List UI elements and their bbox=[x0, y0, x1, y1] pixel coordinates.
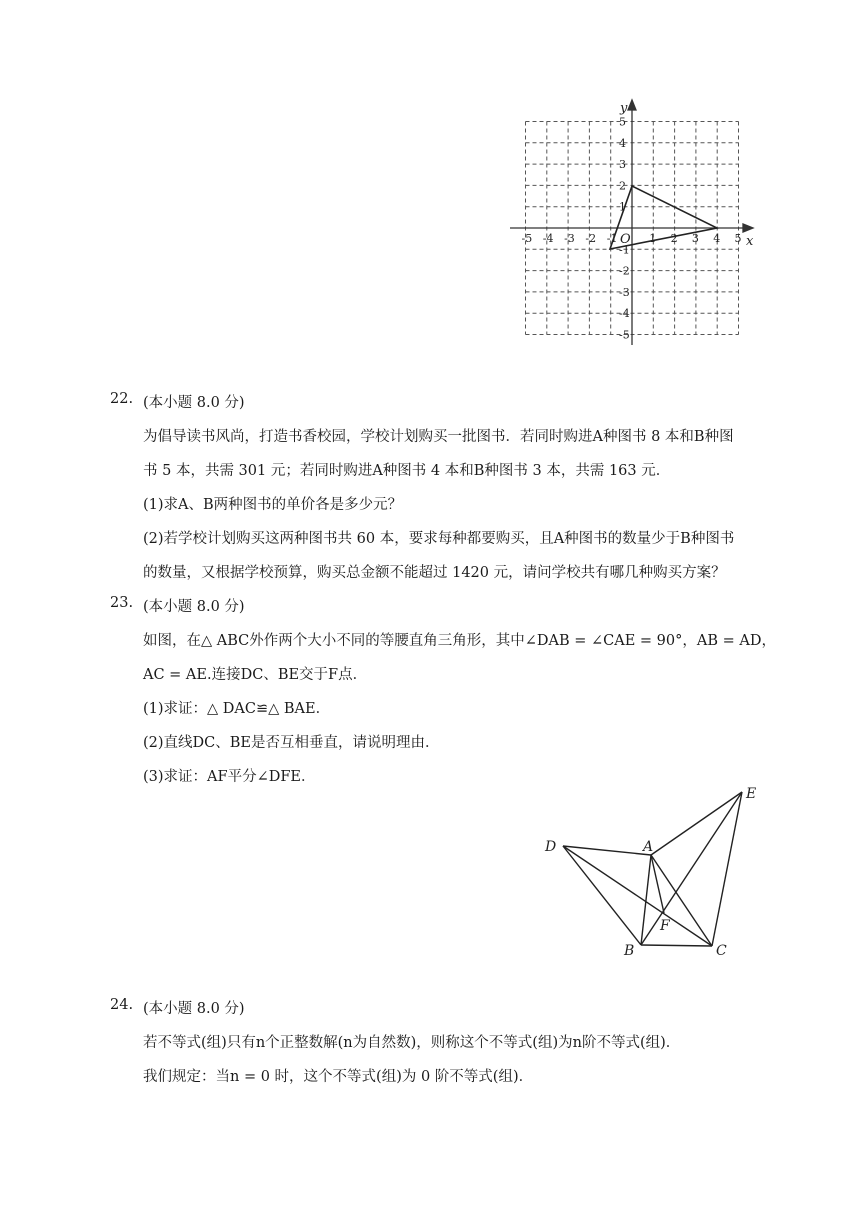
point-label-a: A bbox=[643, 839, 654, 855]
point-label-b: B bbox=[624, 943, 635, 959]
x-axis-label: x bbox=[746, 234, 754, 249]
y-tick-label: 4 bbox=[619, 136, 626, 150]
question-number: 24. bbox=[110, 997, 134, 1013]
point-label-f: F bbox=[660, 918, 670, 934]
y-tick-label: -4 bbox=[619, 307, 630, 321]
x-axis-arrow bbox=[743, 224, 753, 232]
y-tick-label: -3 bbox=[619, 285, 630, 299]
y-tick-label: 5 bbox=[619, 115, 626, 129]
question-number: 22. bbox=[110, 391, 134, 407]
x-tick-label: -1 bbox=[606, 232, 618, 245]
y-tick-label: -5 bbox=[619, 328, 630, 342]
question-part-2: (2)直线DC、BE是否互相垂直，请说明理由． bbox=[143, 735, 440, 751]
point-label-e: E bbox=[746, 786, 757, 802]
question-text-line: 书 5 本，共需 301 元；若同时购进A种图书 4 本和B种图书 3 本，共需 163 元． bbox=[143, 463, 671, 479]
question-part-2-continued: 的数量，又根据学校预算，购买总金额不能超过 1420 元，请问学校共有哪几种购买方案？ bbox=[143, 565, 726, 581]
x-tick-label: -3 bbox=[564, 232, 575, 245]
y-tick-label: 1 bbox=[619, 200, 626, 214]
y-tick-label: 2 bbox=[619, 179, 626, 193]
x-tick-label: 4 bbox=[713, 232, 721, 245]
x-tick-label: -4 bbox=[542, 232, 554, 245]
y-axis-label: y bbox=[620, 101, 628, 116]
x-tick-label: -5 bbox=[521, 232, 533, 245]
y-tick-label: -2 bbox=[619, 264, 630, 278]
question-header: (本小题 8.0 分) bbox=[143, 1001, 245, 1017]
question-header: (本小题 8.0 分) bbox=[143, 599, 245, 615]
question-text-line: 为倡导读书风尚，打造书香校园，学校计划购买一批图书．若同时购进A种图书 8 本和B种图 bbox=[143, 429, 734, 445]
question-text-line: AC = AE.连接DC、BE交于F点． bbox=[143, 667, 368, 683]
y-axis-arrow bbox=[628, 100, 636, 110]
question-part-1: (1)求证：△ DAC≌△ BAE． bbox=[143, 701, 331, 717]
question-part-2: (2)若学校计划购买这两种图书共 60 本，要求每种都要购买，且A种图书的数量少于B种图书 bbox=[143, 531, 735, 547]
question-text-line: 若不等式(组)只有n个正整数解(n为自然数)，则称这个不等式(组)为n阶不等式(组)． bbox=[143, 1035, 681, 1051]
question-header: (本小题 8.0 分) bbox=[143, 395, 245, 411]
x-tick-label: 3 bbox=[691, 232, 699, 245]
y-tick-label: 3 bbox=[619, 158, 626, 172]
x-tick-label: -2 bbox=[585, 232, 597, 245]
question-part-3: (3)求证：AF平分∠DFE． bbox=[143, 769, 316, 785]
question-text-line: 如图，在△ ABC外作两个大小不同的等腰直角三角形，其中∠DAB = ∠CAE = 90°，AB = AD， bbox=[143, 633, 776, 649]
point-label-c: C bbox=[716, 943, 727, 959]
x-tick-label: 5 bbox=[734, 232, 742, 245]
coordinate-grid-figure bbox=[0, 0, 860, 360]
question-number: 23. bbox=[110, 595, 134, 611]
x-tick-label: 2 bbox=[670, 232, 678, 245]
point-label-d: D bbox=[545, 839, 557, 855]
question-part-1: (1)求A、B两种图书的单价各是多少元？ bbox=[143, 497, 403, 513]
origin-label: O bbox=[620, 232, 631, 247]
y-tick-label: -1 bbox=[619, 243, 630, 257]
question-text-line: 我们规定：当n = 0 时，这个不等式(组)为 0 阶不等式(组)． bbox=[143, 1069, 534, 1085]
x-tick-label: 1 bbox=[649, 232, 657, 245]
